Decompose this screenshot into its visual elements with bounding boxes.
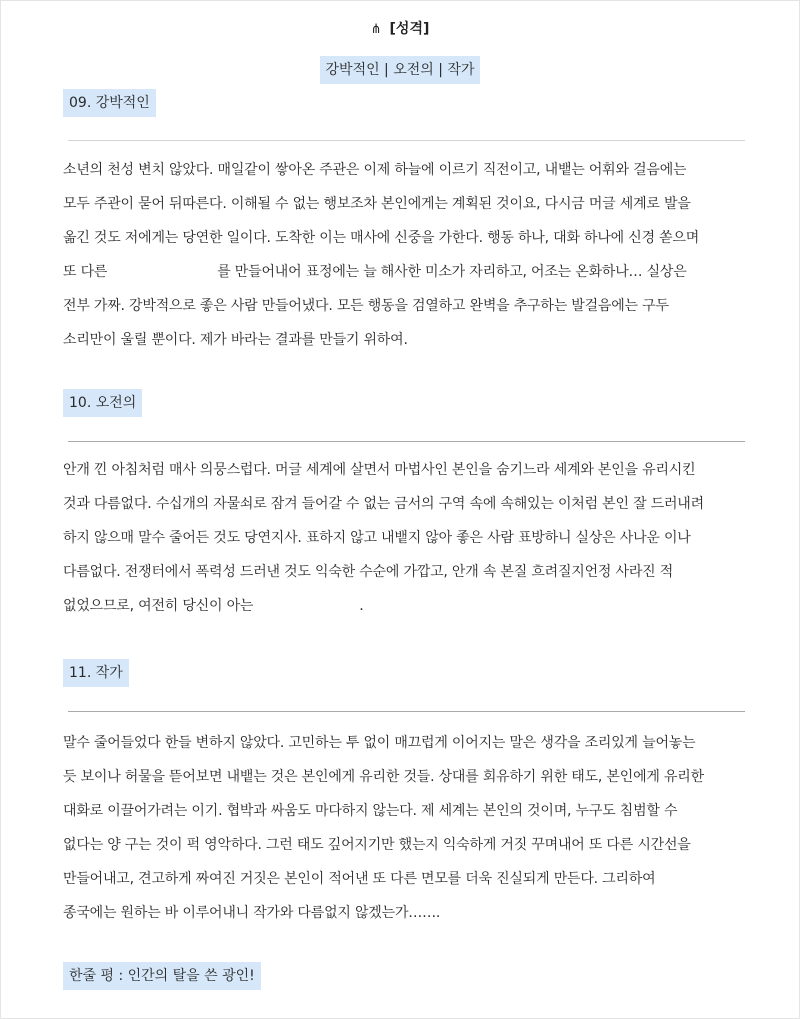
line-fragment: 또 다른 xyxy=(63,264,108,280)
summary-text: 한줄 평 : 인간의 탈을 쓴 광인! xyxy=(63,962,261,990)
body-line: 소리만이 울릴 뿐이다. 제가 바라는 결과를 만들기 위하여. xyxy=(63,332,408,348)
body-line: 하지 않으매 말수 줄어든 것도 당연지사. 표하지 않고 내뱉지 않아 좋은 사람 표방하니 실상은 사나운 이나 xyxy=(63,530,691,546)
body-line: 종국에는 원하는 바 이루어내니 작가와 다름없지 않겠는가……. xyxy=(63,905,441,921)
body-line-with-gap xyxy=(63,255,763,289)
section-body-10 xyxy=(63,453,763,623)
section-heading-10 xyxy=(63,389,142,417)
section-heading-11 xyxy=(63,659,129,687)
body-line: 만들어내고, 견고하게 짜여진 거짓은 본인이 적어낸 또 다른 면모를 더욱 진실되게 만든다. 그리하여 xyxy=(63,871,656,887)
body-line: 옮긴 것도 저에게는 당연한 일이다. 도착한 이는 매사에 신중을 가한다. 행동 하나, 대화 하나에 신경 쏟으며 xyxy=(63,230,700,246)
body-line: 말수 줄어들었다 한들 변하지 않았다. 고민하는 투 없이 매끄럽게 이어지는 말은 생각을 조리있게 늘어놓는 xyxy=(63,735,696,751)
line-fragment: . xyxy=(359,598,364,614)
page-title xyxy=(0,18,800,38)
body-line: 다름없다. 전쟁터에서 폭력성 드러낸 것도 익숙한 수순에 가깝고, 안개 속 본질 흐려질지언정 사라진 적 xyxy=(63,564,674,580)
section-heading-text: 10. 오전의 xyxy=(63,389,142,417)
body-line: 소년의 천성 변치 않았다. 매일같이 쌓아온 주관은 이제 하늘에 이르기 직전이고, 내뱉는 어휘와 걸음에는 xyxy=(63,162,687,178)
body-line: 대화로 이끌어가려는 이기. 협박과 싸움도 마다하지 않는다. 제 세계는 본인의 것이며, 누구도 침범할 수 xyxy=(63,803,678,819)
subtitle: 강박적인 | 오전의 | 작가 xyxy=(320,56,481,84)
body-line: 것과 다름없다. 수십개의 자물쇠로 잠겨 들어갈 수 없는 금서의 구역 속에 속해있는 이처럼 본인 잘 드러내려 xyxy=(63,496,704,512)
section-heading-09 xyxy=(63,89,156,117)
title-text: [성격] xyxy=(389,21,430,37)
line-fragment: 를 만들어내어 표정에는 늘 해사한 미소가 자리하고, 어조는 온화하나… 실상은 xyxy=(217,264,687,280)
body-line: 모두 주관이 묻어 뒤따른다. 이해될 수 없는 행보조차 본인에게는 계획된 것이요, 다시금 머글 세계로 발을 xyxy=(63,196,691,212)
body-line: 안개 낀 아침처럼 매사 의뭉스럽다. 머글 세계에 살면서 마법사인 본인을 숨기느라 세계와 본인을 유리시킨 xyxy=(63,462,696,478)
fork-icon: ⋔ xyxy=(370,22,382,37)
subtitle-wrap xyxy=(0,56,800,84)
body-line: 듯 보이나 허물을 뜯어보면 내뱉는 것은 본인에게 유리한 것들. 상대를 회유하기 위한 태도, 본인에게 유리한 xyxy=(63,769,704,785)
section-body-09 xyxy=(63,153,763,357)
section-divider xyxy=(68,711,745,712)
section-heading-text: 09. 강박적인 xyxy=(63,89,156,117)
section-heading-text: 11. 작가 xyxy=(63,659,129,687)
body-line: 전부 가짜. 강박적으로 좋은 사람 만들어냈다. 모든 행동을 검열하고 완벽을 추구하는 발걸음에는 구두 xyxy=(63,298,669,314)
body-line: 없다는 양 구는 것이 퍽 영악하다. 그런 태도 깊어지기만 했는지 익숙하게 거짓 꾸며내어 또 다른 시간선을 xyxy=(63,837,691,853)
section-divider xyxy=(68,140,745,141)
body-line-with-gap xyxy=(63,589,763,623)
line-fragment: 없었으므로, 여전히 당신이 아는 xyxy=(63,598,254,614)
section-body-11 xyxy=(63,726,763,930)
summary xyxy=(63,962,261,990)
section-divider xyxy=(68,441,745,442)
